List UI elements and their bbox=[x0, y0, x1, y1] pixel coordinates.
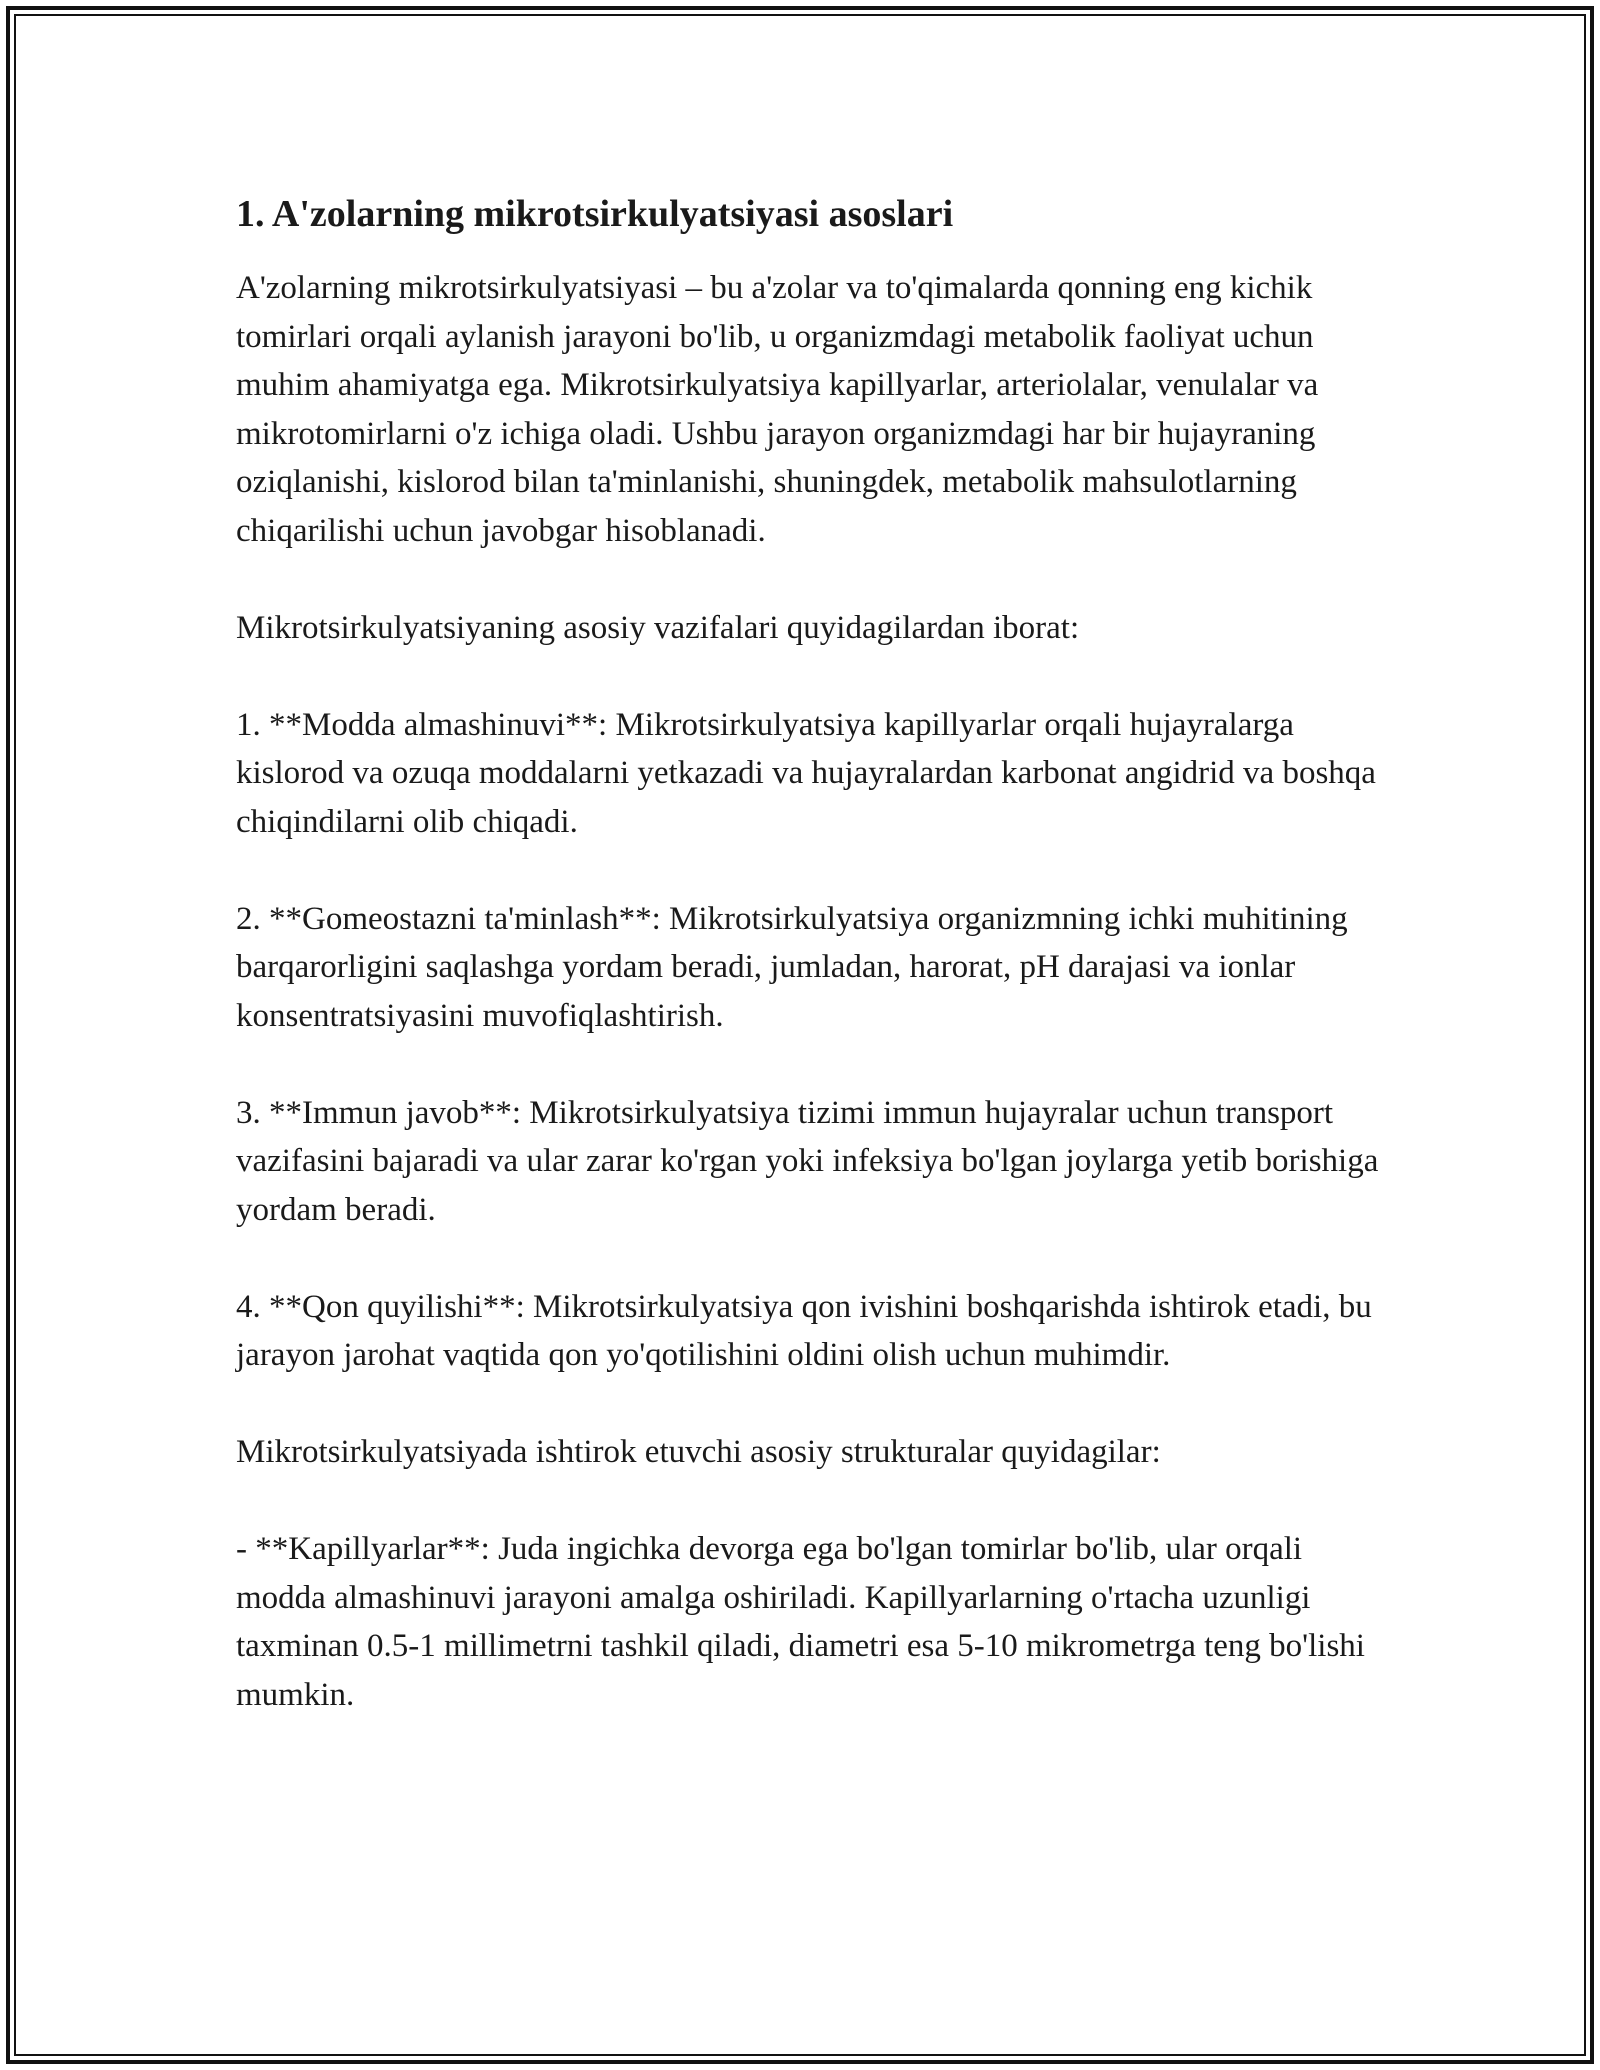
function-item-2: 2. **Gomeostazni ta'minlash**: Mikrotsirkulyatsiya organizmning ichki muhitining barqarorligini saqlashga yordam beradi, jumladan, harorat, pH darajasi va ionlar konsentratsiyasini muvofiqlashtirish. bbox=[236, 900, 1348, 1034]
paragraph-spacer bbox=[236, 1380, 1386, 1429]
intro-paragraph: A'zolarning mikrotsirkulyatsiyasi – bu a'zolar va to'qimalarda qonning eng kichik tomirlari orqali aylanish jarayoni bo'lib, u organizmdagi metabolik faoliyat uchun muhim ahamiyatga ega. Mikrotsirkulyatsiya kapillyarlar, arteriolalar, venulalar va mikrotomirlarni o'z ichiga oladi. Ushbu jarayon organizmdagi har bir hujayraning oziqlanishi, kislorod bilan ta'minlanishi, shuningdek, metabolik mahsulotlarning chiqarilishi uchun javobgar hisoblanadi. bbox=[236, 270, 1319, 549]
document-body bbox=[236, 186, 1386, 1719]
function-item-3: 3. **Immun javob**: Mikrotsirkulyatsiya tizimi immun hujayralar uchun transport vazifasini bajaradi va ular zarar ko'rgan yoki infeksiya bo'lgan joylarga yetib borishiga yordam beradi. bbox=[236, 1094, 1379, 1228]
structures-intro: Mikrotsirkulyatsiyada ishtirok etuvchi asosiy strukturalar quyidagilar: bbox=[236, 1434, 1161, 1470]
paragraph-spacer bbox=[236, 1477, 1386, 1526]
function-item-1: 1. **Modda almashinuvi**: Mikrotsirkulyatsiya kapillyarlar orqali hujayralarga kislorod va ozuqa moddalarni yetkazadi va hujayralardan karbonat angidrid va boshqa chiqindilarni olib chiqadi. bbox=[236, 706, 1376, 840]
paragraph-spacer bbox=[236, 652, 1386, 701]
paragraph-spacer bbox=[236, 1234, 1386, 1283]
functions-intro: Mikrotsirkulyatsiyaning asosiy vazifalari quyidagilardan iborat: bbox=[236, 609, 1080, 646]
paragraph-spacer bbox=[236, 555, 1386, 604]
structure-item-capillaries: - **Kapillyarlar**: Juda ingichka devorga ega bo'lgan tomirlar bo'lib, ular orqali modda almashinuvi jarayoni amalga oshiriladi. Kapillyarlarning o'rtacha uzunligi taxminan 0.5-1 millimetrni tashkil qiladi, diametri esa 5-10 mikrometrga teng bo'lishi mumkin. bbox=[236, 1531, 1365, 1713]
paragraph-spacer bbox=[236, 846, 1386, 895]
document-title: 1. A'zolarning mikrotsirkulyatsiyasi asoslari bbox=[236, 193, 954, 235]
paragraph-spacer bbox=[236, 1040, 1386, 1089]
function-item-4: 4. **Qon quyilishi**: Mikrotsirkulyatsiya qon ivishini boshqarishda ishtirok etadi, bu jarayon jarohat vaqtida qon yo'qotilishini oldini olish uchun muhimdir. bbox=[236, 1288, 1372, 1373]
